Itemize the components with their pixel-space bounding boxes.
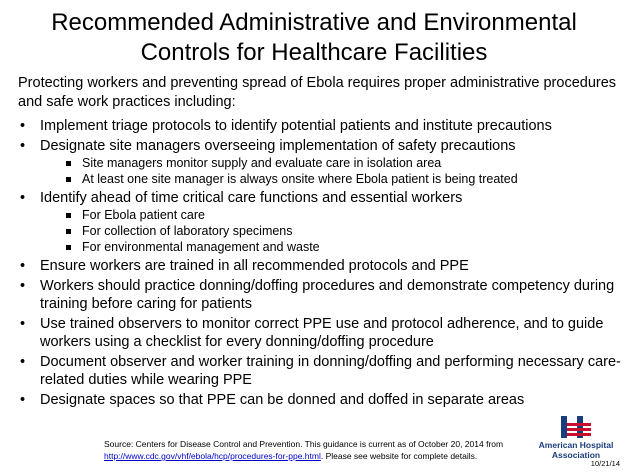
intro-text: Protecting workers and preventing spread of Ebola requires proper administrative procedures and safe work practices including: (18, 75, 617, 110)
aha-logo (530, 414, 622, 460)
bullet-text: Workers should practice donning/doffing procedures and demonstrate competency during training before caring for patients (40, 278, 615, 312)
source-line-1: Source: Centers for Disease Control and Prevention. This guidance is current as of October 20, 2014 from (104, 439, 504, 449)
slide-date: 10/21/14 (590, 459, 620, 468)
bullet-item (18, 353, 622, 389)
title-line-1: Recommended Administrative and Environmental (51, 9, 577, 36)
bullet-text: Ensure workers are trained in all recommended protocols and PPE (40, 258, 469, 274)
sub-bullet-list (40, 155, 622, 187)
bullet-text: Use trained observers to monitor correct PPE use and protocol adherence, and to guide workers using a checklist for every donning/doffing procedure (40, 316, 604, 350)
bullet-item (18, 391, 622, 409)
bullet-text: Designate spaces so that PPE can be donned and doffed in separate areas (40, 392, 525, 408)
slide-title (0, 8, 628, 68)
sub-bullet-item: At least one site manager is always onsite where Ebola patient is being treated (40, 171, 622, 187)
bullet-item (18, 137, 622, 187)
bullet-text: Identify ahead of time critical care functions and essential workers (40, 190, 463, 206)
sub-bullet-item: Site managers monitor supply and evaluate care in isolation area (40, 155, 622, 171)
title-line-2: Controls for Healthcare Facilities (140, 39, 488, 66)
sub-bullet-item: For collection of laboratory specimens (40, 223, 622, 239)
source-line-2: . Please see website for complete details. (320, 451, 478, 461)
source-note (104, 438, 534, 462)
logo-text-line-1: American Hospital (538, 440, 614, 450)
aha-logo-mark-icon (559, 414, 593, 440)
sub-bullet-item: For environmental management and waste (40, 239, 622, 255)
sub-bullet-list (40, 207, 622, 255)
bullet-item (18, 277, 622, 313)
logo-text-line-2: Association (551, 450, 601, 460)
bullet-text: Document observer and worker training in donning/doffing and performing necessary care-related duties while wearing PPE (40, 354, 621, 388)
bullet-text: Designate site managers overseeing implementation of safety precautions (40, 138, 516, 154)
sub-bullet-item: For Ebola patient care (40, 207, 622, 223)
bullet-item (18, 189, 622, 255)
bullet-item (18, 257, 622, 275)
bullet-list (18, 117, 622, 411)
bullet-item (18, 117, 622, 135)
source-link[interactable]: http://www.cdc.gov/vhf/ebola/hcp/procedures-for-ppe.html (104, 451, 321, 461)
bullet-item (18, 315, 622, 351)
bullet-text: Implement triage protocols to identify potential patients and institute precautions (40, 118, 552, 134)
